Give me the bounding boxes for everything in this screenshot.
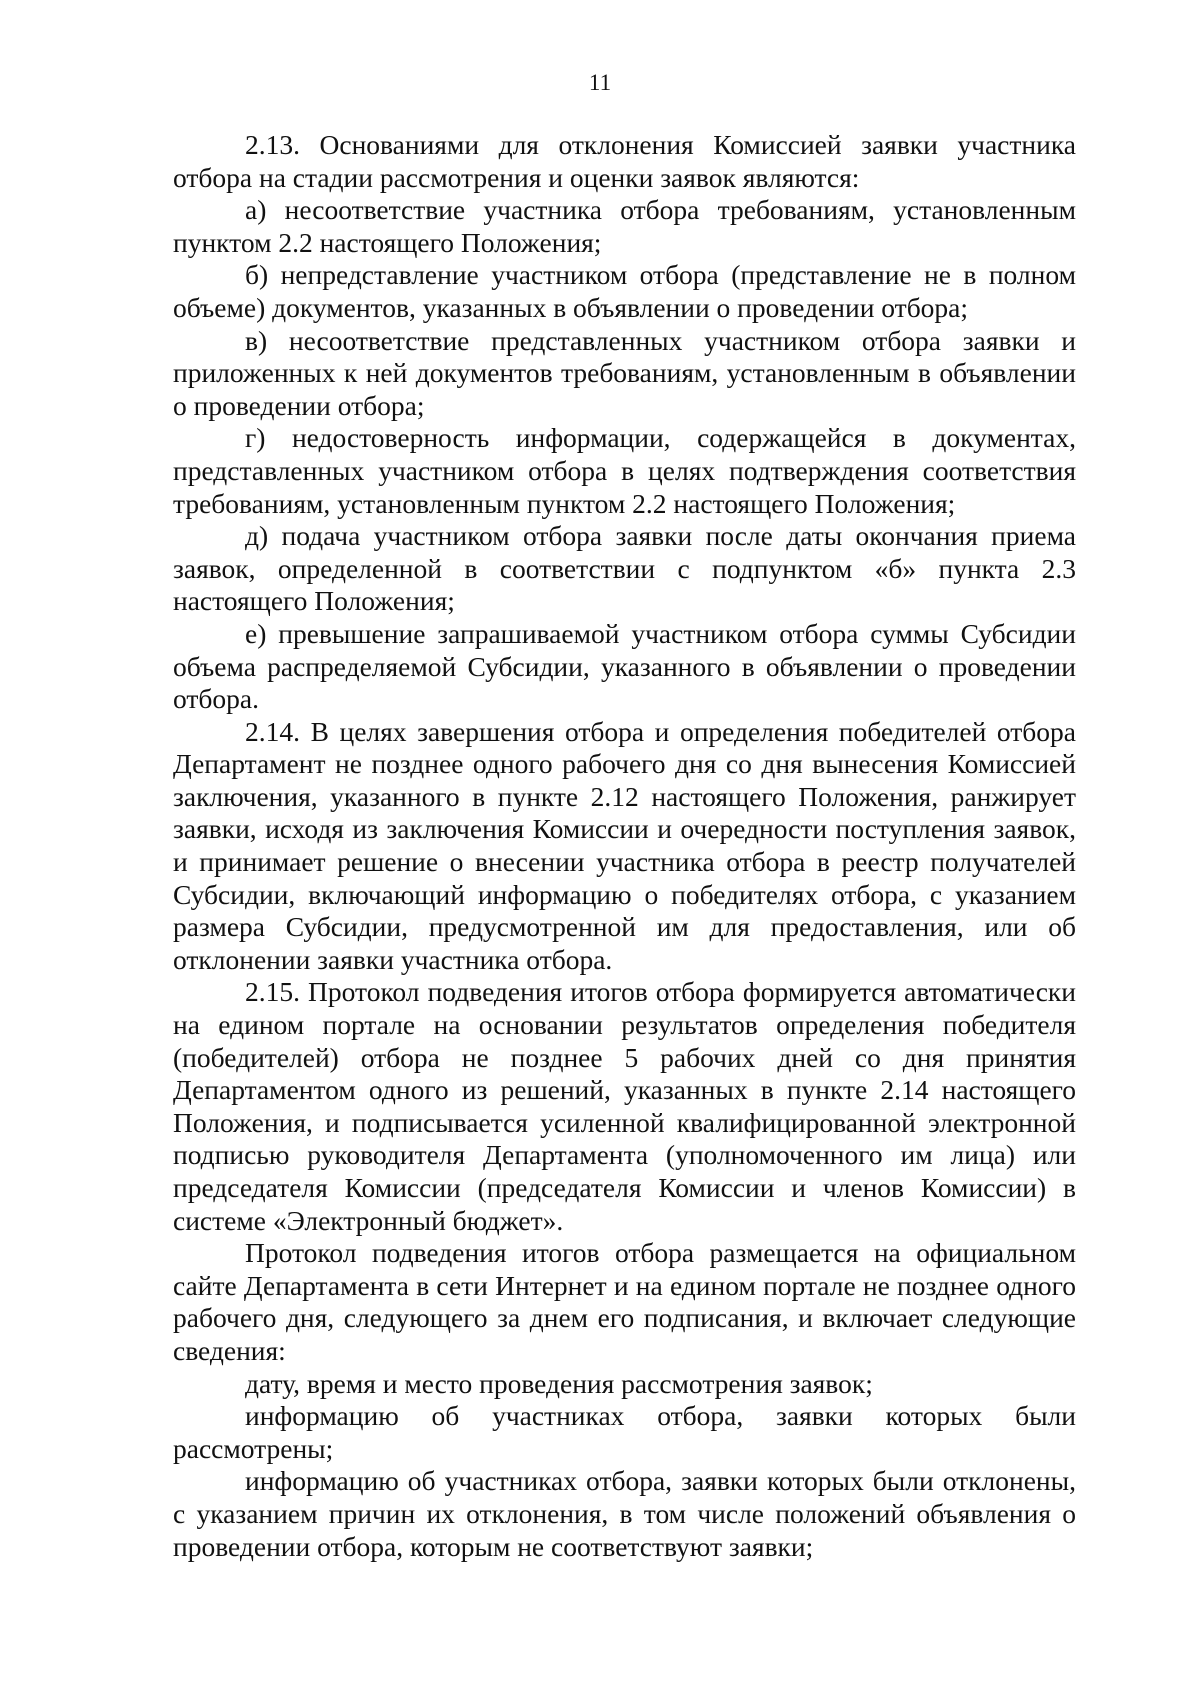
list-item-g: г) недостоверность информации, содержащейся в документах, представленных участником отбора в целях подтверждения соответствия требованиям, установленным пунктом 2.2 настоящего Положения; xyxy=(173,422,1076,519)
page-number: 11 xyxy=(588,70,612,95)
paragraph-2-13: 2.13. Основаниями для отклонения Комиссией заявки участника отбора на стадии рассмотрения и оценки заявок являются: xyxy=(173,129,1076,193)
paragraph-2-14: 2.14. В целях завершения отбора и определения победителей отбора Департамент не позднее одного рабочего дня со дня вынесения Комиссией заключения, указанного в пункте 2.12 настоящего Положения, ранжирует заявки, исходя из заключения Комиссии и очередности поступления заявок, и принимает решение о внесении участника отбора в реестр получателей Субсидии, включающий информацию о победителях отбора, с указанием размера Субсидии, предусмотренной им для предоставления, или об отклонении заявки участника отбора. xyxy=(173,715,1076,975)
paragraph-2-15: 2.15. Протокол подведения итогов отбора формируется автоматически на едином портале на основании результатов определения победителя (победителей) отбора не позднее 5 рабочих дней со дня принятия Департаментом одного из решений, указанных в пункте 2.14 настоящего Положения, и подписывается усиленной квалифицированной электронной подписью руководителя Департамента (уполномоченного им лица) или председателя Комиссии (председателя Комиссии и членов Комиссии) в системе «Электронный бюджет». xyxy=(173,976,1076,1236)
paragraph-protocol-publication: Протокол подведения итогов отбора размещается на официальном сайте Департамента в сети Интернет и на едином портале не позднее одного рабочего дня, следующего за днем его подписания, и включает следующие сведения: xyxy=(173,1237,1076,1366)
list-item-reviewed-participants: информацию об участниках отбора, заявки которых были рассмотрены; xyxy=(173,1400,1076,1464)
list-item-v: в) несоответствие представленных участником отбора заявки и приложенных к ней документов требованиям, установленным в объявлении о проведении отбора; xyxy=(173,324,1076,421)
list-item-e: е) превышение запрашиваемой участником отбора суммы Субсидии объема распределяемой Субсидии, указанного в объявлении о проведении отбора. xyxy=(173,617,1076,715)
list-item-b: б) непредставление участником отбора (представление не в полном объеме) документов, указанных в объявлении о проведении отбора; xyxy=(173,259,1076,323)
list-item-a: а) несоответствие участника отбора требованиям, установленным пунктом 2.2 настоящего Положения; xyxy=(173,194,1076,258)
list-item-date-time-place: дату, время и место проведения рассмотрения заявок; xyxy=(245,1367,873,1399)
document-body xyxy=(173,129,1076,1563)
list-item-rejected-participants: информацию об участниках отбора, заявки которых были отклонены, с указанием причин их отклонения, в том числе положений объявления о проведении отбора, которым не соответствуют заявки; xyxy=(173,1465,1076,1562)
list-item-d: д) подача участником отбора заявки после даты окончания приема заявок, определенной в соответствии с подпунктом «б» пункта 2.3 настоящего Положения; xyxy=(173,520,1076,617)
